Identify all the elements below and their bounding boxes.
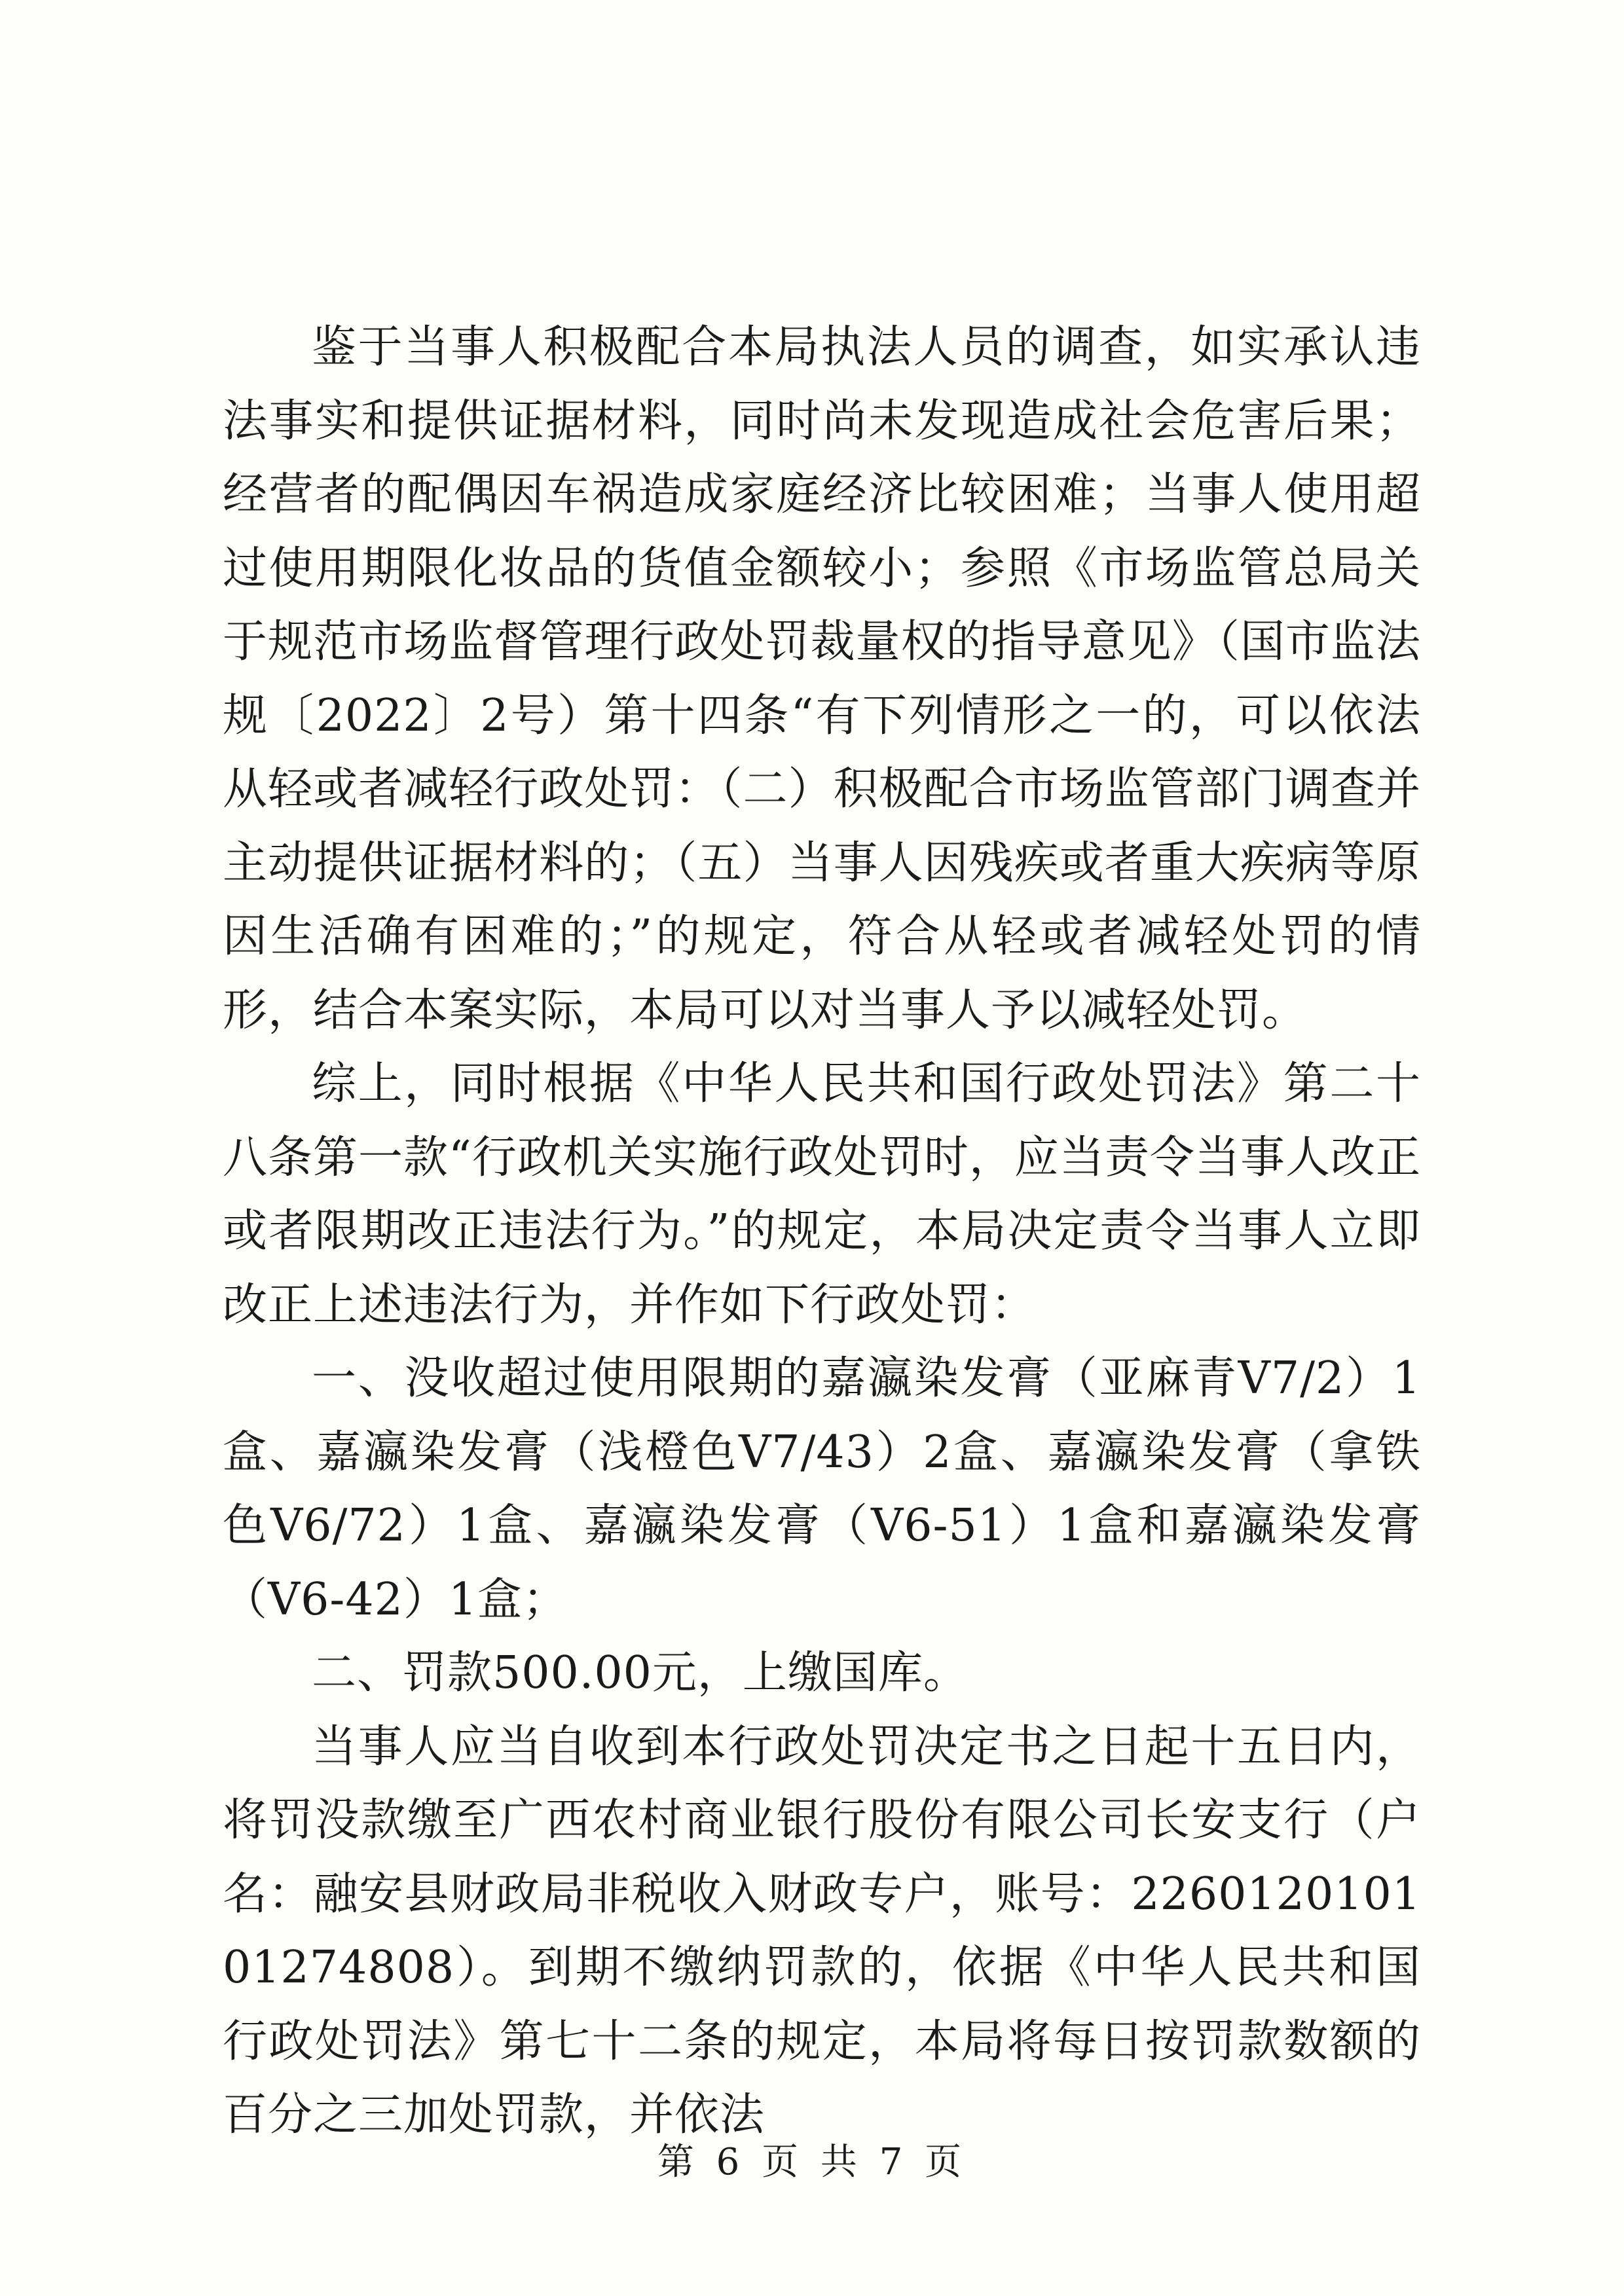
paragraph-decision-basis: 综上，同时根据《中华人民共和国行政处罚法》第二十八条第一款“行政机关实施行政处罚时，应当责令当事人改正或者限期改正违法行为。”的规定，本局决定责令当事人立即改正上述违法行为，并作如下行政处罚： bbox=[223, 1058, 1421, 1331]
paragraph-mitigation: 鉴于当事人积极配合本局执法人员的调查，如实承认违法事实和提供证据材料，同时尚未发现造成社会危害后果；经营者的配偶因车祸造成家庭经济比较困难；当事人使用超过使用期限化妆品的货值金额较小；参照《市场监管总局关于规范市场监督管理行政处罚裁量权的指导意见》（国市监法规〔2022〕2号）第十四条“有下列情形之一的，可以依法从轻或者减轻行政处罚：（二）积极配合市场监管部门调查并主动提供证据材料的；（五）当事人因残疾或者重大疾病等原因生活确有困难的；”的规定，符合从轻或者减轻处罚的情形，结合本案实际，本局可以对当事人予以减轻处罚。 bbox=[223, 321, 1421, 1036]
paragraph-payment-instructions: 当事人应当自收到本行政处罚决定书之日起十五日内，将罚没款缴至广西农村商业银行股份有限公司长安支行（户名：融安县财政局非税收入财政专户，账号：226012010101274808）。到期不缴纳罚款的，依据《中华人民共和国行政处罚法》第七十二条的规定，本局将每日按罚款数额的百分之三加处罚款，并依法 bbox=[223, 1721, 1421, 2141]
document-body bbox=[223, 311, 1421, 2153]
paragraph-penalty-fine: 二、罚款500.00元，上缴国库。 bbox=[312, 1647, 969, 1699]
paragraph-penalty-confiscation: 一、没收超过使用限期的嘉瀛染发膏（亚麻青V7/2）1盒、嘉瀛染发膏（浅橙色V7/43）2盒、嘉瀛染发膏（拿铁色V6/72）1盒、嘉瀛染发膏（V6-51）1盒和嘉瀛染发膏（V6-42）1盒； bbox=[223, 1353, 1421, 1626]
page-number-footer: 第 6 页 共 7 页 bbox=[657, 2141, 967, 2183]
